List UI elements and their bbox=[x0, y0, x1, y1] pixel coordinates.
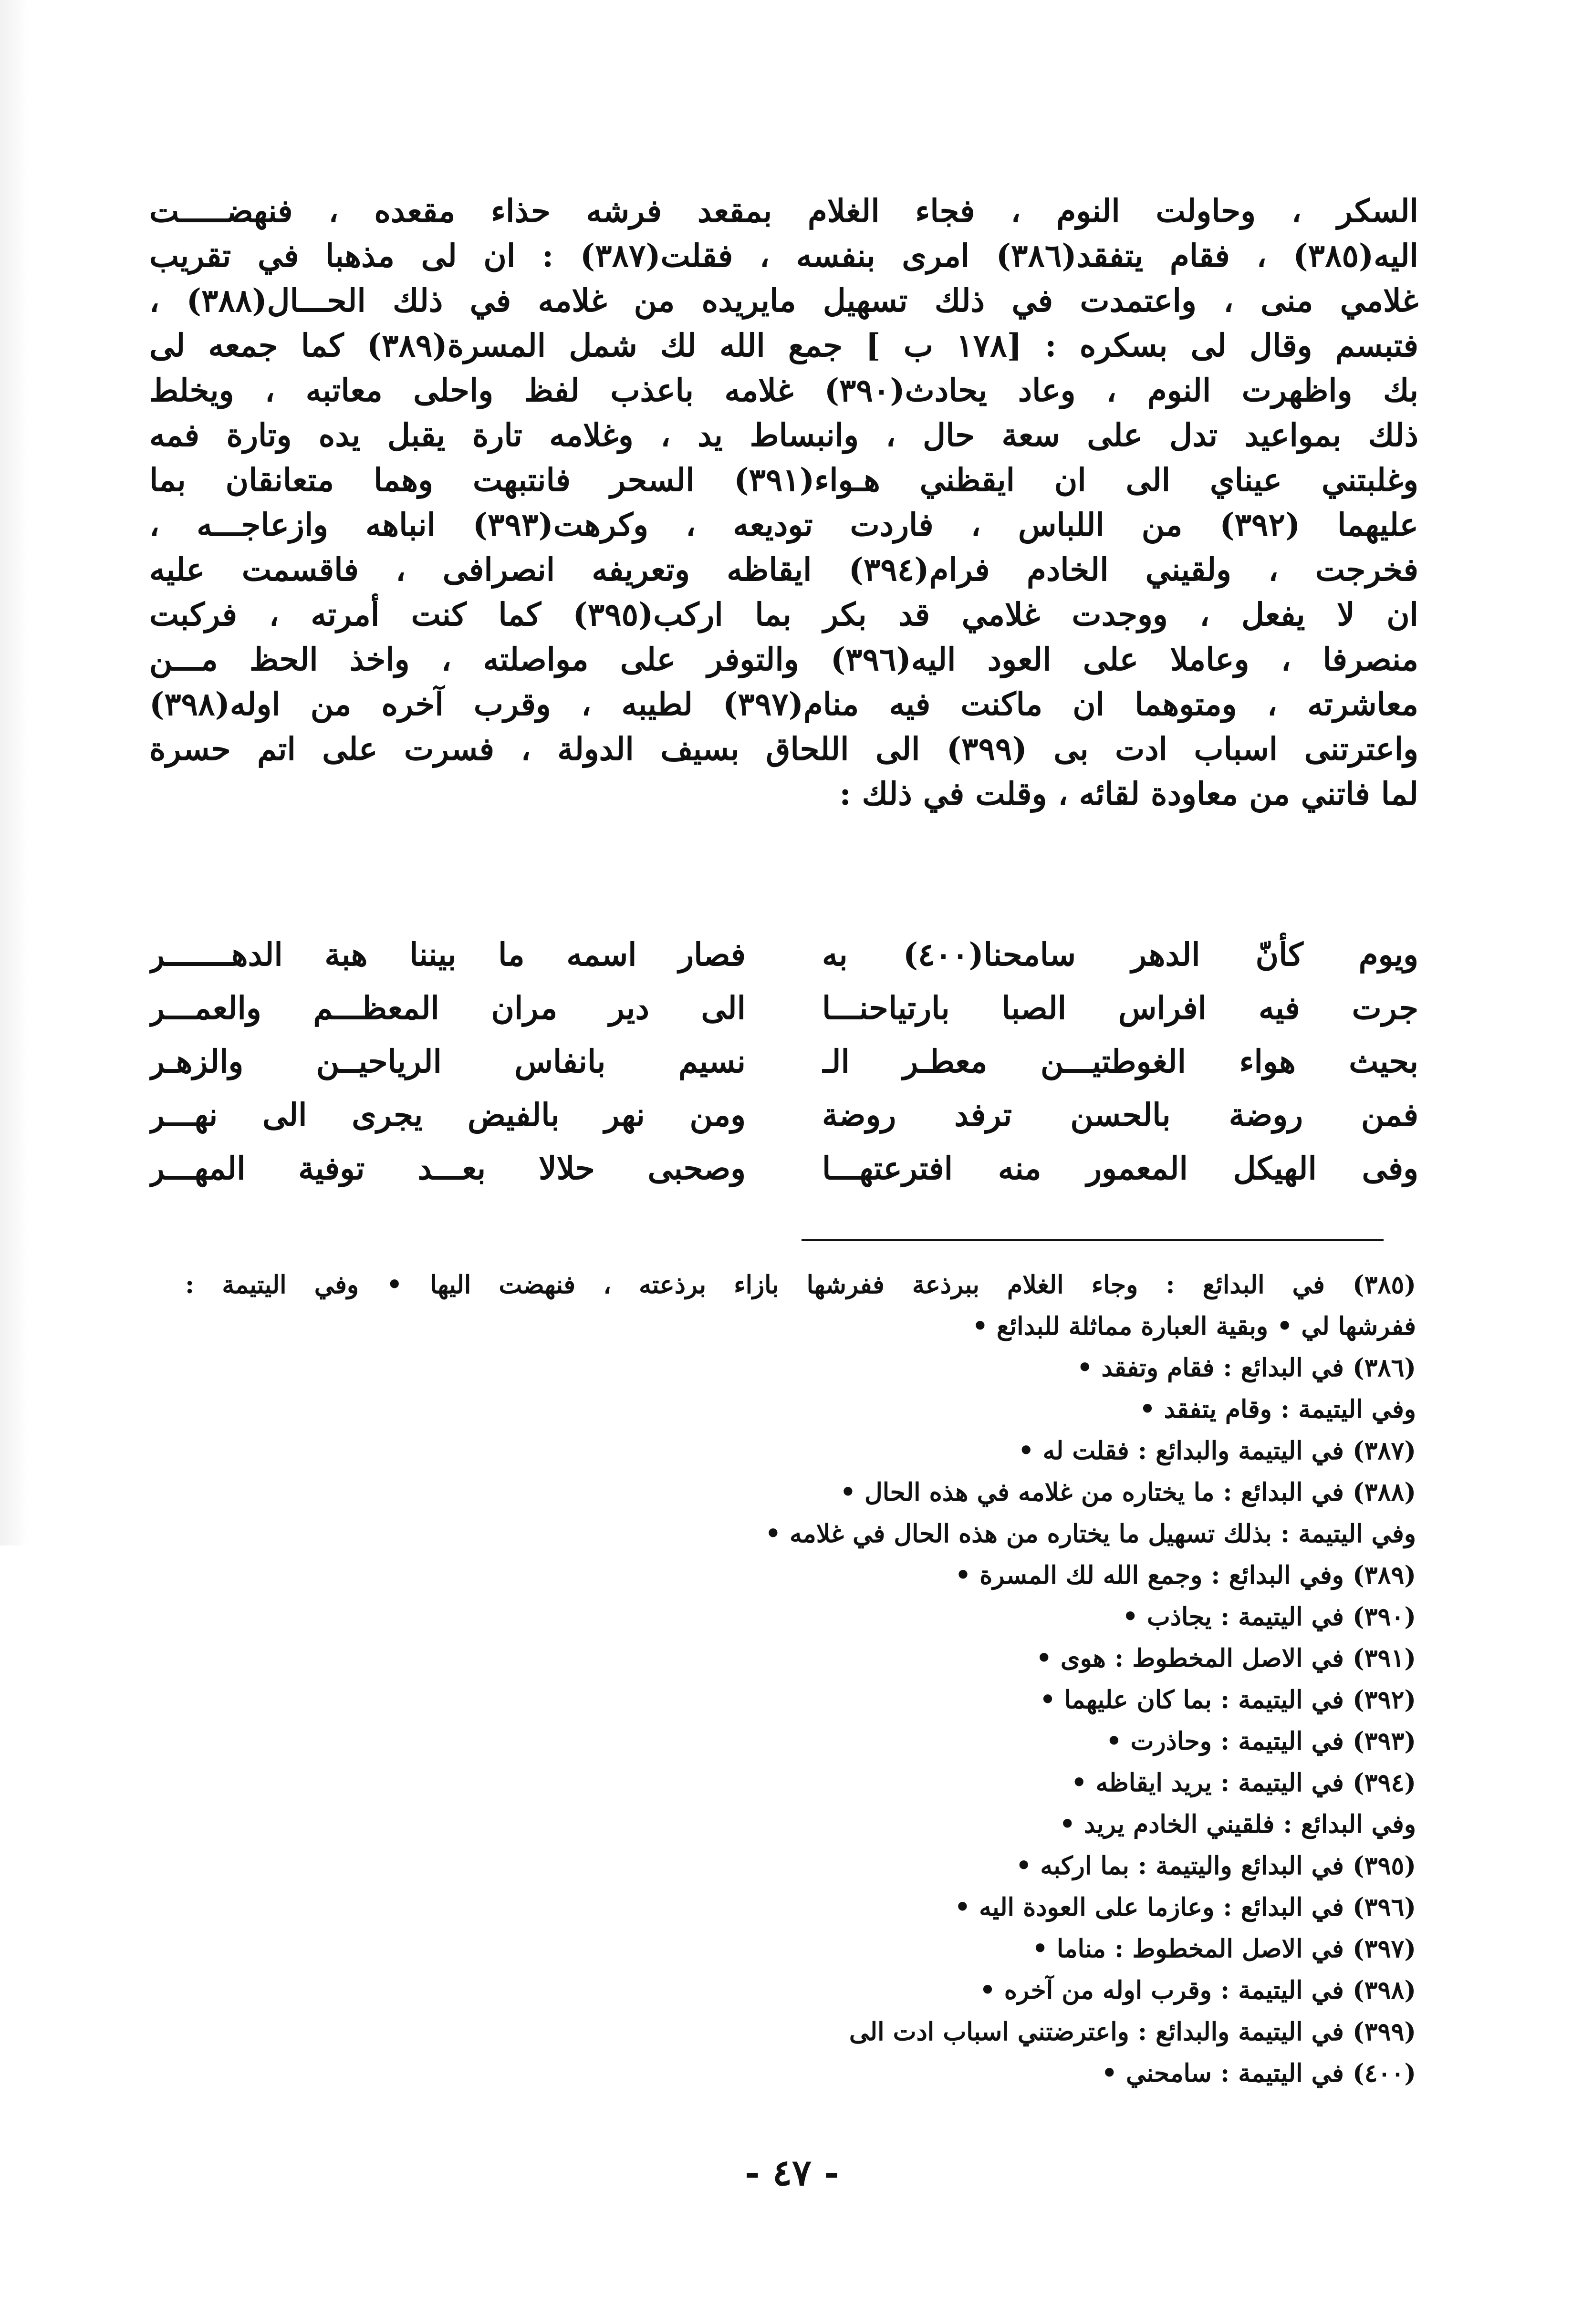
body-line-2: اليه(٣٨٥) ، فقام يتفقد(٣٨٦) امرى بنفسه ، فقلت(٣٨٧) : ان لى مذهبا في تقريب bbox=[149, 237, 1418, 274]
footnote-line: (٣٩٥) في البدائع واليتيمة : بما اركبه • bbox=[1016, 1851, 1416, 1880]
footnote-line: (٣٨٩) وفي البدائع : وجمع الله لك المسرة • bbox=[955, 1561, 1416, 1590]
body-line-5: بك واظهرت النوم ، وعاد يحادث(٣٩٠) غلامه باعذب لفظ واحلى معاتبه ، ويخلط bbox=[149, 372, 1418, 409]
footnote-line: (٣٩٦) في البدائع : وعازما على العودة اليه • bbox=[954, 1893, 1416, 1922]
poem-second-hemistich: نسيم بانفاس الرياحيــن والزهـر bbox=[149, 1043, 746, 1080]
body-line-3: غلامي منى ، واعتمدت في ذلك تسهيل مايريده من غلامه في ذلك الحـــال(٣٨٨) ، bbox=[149, 282, 1418, 319]
footnote-line: وفي اليتيمة : وقام يتفقد • bbox=[1139, 1395, 1416, 1424]
footnote-line: وفي البدائع : فلقيني الخادم يريد • bbox=[1059, 1810, 1416, 1839]
poem-second-hemistich: ومن نهر بالفيض يجرى الى نهـــر bbox=[149, 1096, 746, 1133]
body-line-7: وغلبتني عيناي الى ان ايقظني هـواء(٣٩١) السحر فانتبهت وهما متعانقان بما bbox=[149, 461, 1418, 498]
footnote-line: (٣٨٨) في البدائع : ما يختاره من غلامه في هذه الحال • bbox=[840, 1478, 1416, 1507]
body-line-9: فخرجت ، ولقيني الخادم فرام(٣٩٤) ايقاظه وتعريفه انصرافى ، فاقسمت عليه bbox=[149, 551, 1418, 588]
poem bbox=[149, 928, 1418, 1195]
body-line-6: ذلك بمواعيد تدل على سعة حال ، وانبساط يد ، وغلامه تارة يقبل يده وتارة فمه bbox=[149, 416, 1418, 454]
poem-verse bbox=[149, 1088, 1418, 1141]
poem-second-hemistich: فصار اسمه ما بيننا هبة الدهـــــــر bbox=[149, 936, 746, 973]
body-line-8: عليهما (٣٩٢) من اللباس ، فاردت توديعه ، وكرهت(٣٩٣) انباهه وازعاجـــه ، bbox=[149, 506, 1418, 543]
footnote-line: (٣٩٨) في اليتيمة : وقرب اوله من آخره • bbox=[979, 1976, 1416, 2005]
footnote-line: (٣٩٤) في اليتيمة : يريد ايقاظه • bbox=[1071, 1768, 1416, 1797]
body-line-1: السكر ، وحاولت النوم ، فجاء الغلام بمقعد فرشه حذاء مقعده ، فنهضـــــت bbox=[149, 192, 1418, 229]
footnote-line: (٣٨٧) في اليتيمة والبدائع : فقلت له • bbox=[1018, 1436, 1416, 1465]
footnote-separator bbox=[802, 1239, 1384, 1241]
page-number: - ٤٧ - bbox=[745, 2151, 839, 2194]
body-line-10: ان لا يفعل ، ووجدت غلامي قد بكر بما اركب(٣٩٥) كما كنت أمرته ، فركبت bbox=[149, 596, 1418, 633]
poem-second-hemistich: الى دير مران المعظـــم والعمـــر bbox=[149, 989, 746, 1027]
footnote-line: وفي اليتيمة : بذلك تسهيل ما يختاره من هذه الحال في غلامه • bbox=[765, 1519, 1416, 1548]
poem-first-hemistich: وفى الهيكل المعمور منه افترعتهـــا bbox=[822, 1150, 1418, 1187]
poem-verse bbox=[149, 981, 1418, 1035]
footnote-line: (٣٩١) في الاصل المخطوط : هوى • bbox=[1036, 1644, 1416, 1673]
footnote-line: (٣٩٧) في الاصل المخطوط : مناما • bbox=[1032, 1934, 1416, 1963]
footnote-line: ففرشها لي • وبقية العبارة مماثلة للبدائع • bbox=[972, 1312, 1416, 1341]
poem-first-hemistich: بحيث هواء الغوطتيـــن معطـر الـ bbox=[822, 1043, 1418, 1080]
body-line-14: لما فاتني من معاودة لقائه ، وقلت في ذلك : bbox=[839, 775, 1418, 812]
poem-first-hemistich: فمن روضة بالحسن ترفد روضة bbox=[822, 1096, 1418, 1133]
poem-verse bbox=[149, 1141, 1418, 1195]
footnote-line: (٣٨٦) في البدائع : فقام وتفقد • bbox=[1077, 1353, 1416, 1382]
main-text bbox=[149, 188, 1418, 816]
poem-first-hemistich: ويوم كأنّ الدهر سامحنا(٤٠٠) به bbox=[822, 936, 1418, 973]
scan-edge-shadow bbox=[0, 0, 29, 1546]
body-line-11: منصرفا ، وعاملا على العود اليه(٣٩٦) والتوفر على مواصلته ، واخذ الحظ مـــن bbox=[149, 641, 1418, 678]
poem-second-hemistich: وصحبى حلالا بعـــد توفية المهـــر bbox=[149, 1150, 746, 1187]
poem-verse bbox=[149, 928, 1418, 981]
footnote-line: (٤٠٠) في اليتيمة : سامحني • bbox=[1101, 2059, 1416, 2088]
footnote-line: (٣٩٠) في اليتيمة : يجاذب • bbox=[1122, 1602, 1416, 1631]
footnotes bbox=[185, 1264, 1416, 2094]
footnote-line: (٣٨٥) في البدائع : وجاء الغلام ببرذعة ففرشها بازاء برذعته ، فنهضت اليها • وفي اليتيمة : bbox=[185, 1270, 1416, 1299]
poem-verse bbox=[149, 1035, 1418, 1088]
body-line-13: واعترتنى اسباب ادت بى (٣٩٩) الى اللحاق بسيف الدولة ، فسرت على اتم حسرة bbox=[149, 730, 1418, 768]
footnote-line: (٣٩٣) في اليتيمة : وحاذرت • bbox=[1106, 1727, 1416, 1756]
footnote-line: (٣٩٩) في اليتيمة والبدائع : واعترضتني اسباب ادت الى bbox=[849, 2017, 1416, 2046]
body-line-12: معاشرته ، ومتوهما ان ماكنت فيه منام(٣٩٧) لطيبه ، وقرب آخره من اوله(٣٩٨) bbox=[149, 685, 1418, 723]
body-line-4: فتبسم وقال لى بسكره : [١٧٨ ب ] جمع الله لك شمل المسرة(٣٨٩) كما جمعه لى bbox=[149, 327, 1418, 364]
footnote-line: (٣٩٢) في اليتيمة : بما كان عليهما • bbox=[1040, 1685, 1416, 1714]
poem-first-hemistich: جرت فيه افراس الصبا بارتياحنـــا bbox=[822, 989, 1418, 1027]
